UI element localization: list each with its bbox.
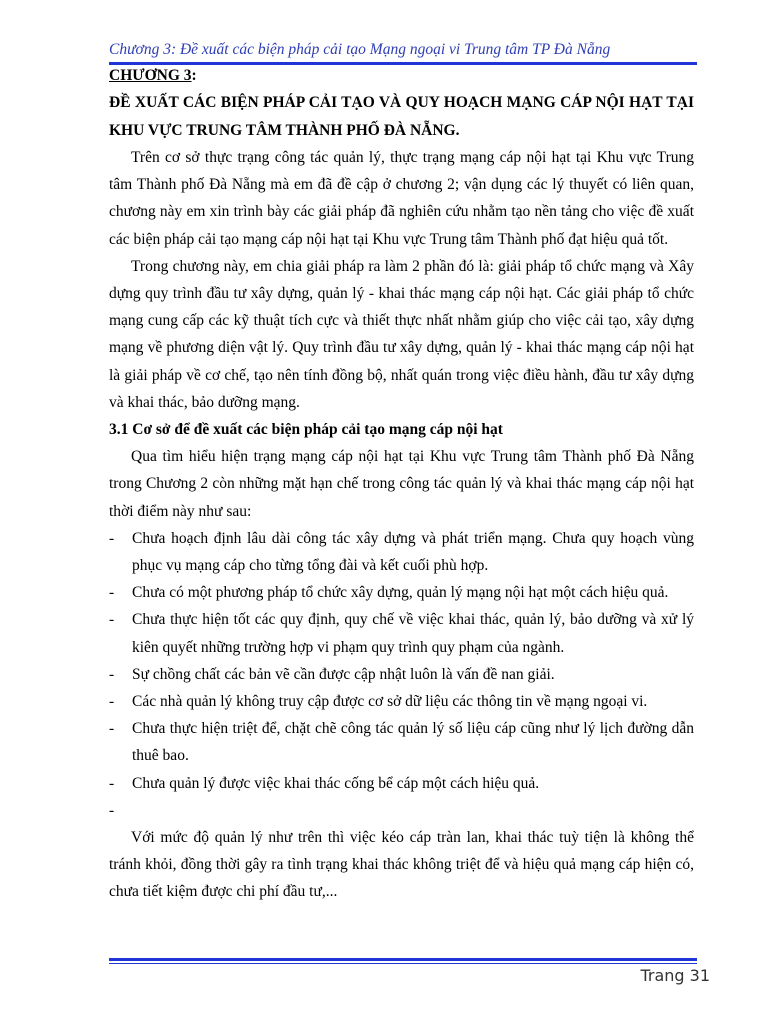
chapter-colon: : xyxy=(191,67,197,84)
chapter-label xyxy=(109,63,694,89)
page-number: Trang 31 xyxy=(640,966,710,985)
list-item-text: Chưa thực hiện tốt các quy định, quy chế về việc khai thác, quản lý, bảo dưỡng và xử lý kiên quyết những trường hợp vi phạm quy trình quy phạm của ngành. xyxy=(132,611,694,656)
dash-marker: - xyxy=(109,529,115,547)
list-item-text: Chưa có một phương pháp tổ chức xây dựng, quản lý mạng nội hạt một cách hiệu quả. xyxy=(132,584,669,602)
dash-marker: - xyxy=(109,611,115,629)
list-item-text: Chưa hoạch định lâu dài công tác xây dựng và phát triển mạng. Chưa quy hoạch vùng phục vụ mạng cáp cho từng tổng đài và kết cuối phù hợp. xyxy=(132,529,694,575)
list-item xyxy=(109,606,694,660)
list-item xyxy=(109,525,694,579)
section-intro: Qua tìm hiểu hiện trạng mạng cáp nội hạt tại Khu vực Trung tâm Thành phố Đà Nẵng trong Chương 2 còn những mặt hạn chế trong công tác quản lý và khai thác mạng cáp nội hạt thời điểm này như sau: xyxy=(109,448,694,520)
dash-marker: - xyxy=(109,720,115,738)
list-item-text: Chưa quản lý được việc khai thác cống bể cáp một cách hiệu quả. xyxy=(132,774,540,792)
dash-marker: - xyxy=(109,665,115,683)
paragraph: Trên cơ sở thực trạng công tác quản lý, thực trạng mạng cáp nội hạt tại Khu vực Trung tâm Thành phố Đà Nẵng mà em đã đề cập ở chương 2; vận dụng các lý thuyết có liên quan, chương này em xin trình bày các giải pháp đã nghiên cứu nhằm tạo nền tảng cho việc đề xuất các biện pháp cải tạo mạng cáp nội hạt tại Khu vực Trung tâm Thành phố đạt hiệu quả tốt. xyxy=(109,149,694,248)
list-item xyxy=(109,688,694,715)
list-item xyxy=(109,770,694,797)
limitations-list xyxy=(109,525,694,824)
list-item xyxy=(109,715,694,769)
dash-marker: - xyxy=(109,584,115,602)
list-item xyxy=(109,579,694,606)
section-heading: 3.1 Cơ sở để đề xuất các biện pháp cải tạo mạng cáp nội hạt xyxy=(109,421,503,439)
list-item-text: Các nhà quản lý không truy cập được cơ sở dữ liệu các thông tin về mạng ngoại vi. xyxy=(132,693,648,711)
dash-marker: - xyxy=(109,774,115,792)
list-item xyxy=(109,661,694,688)
footer-rule-thin xyxy=(109,963,697,964)
chapter-heading: ĐỀ XUẤT CÁC BIỆN PHÁP CẢI TẠO VÀ QUY HOẠCH MẠNG CÁP NỘI HẠT TẠI KHU VỰC TRUNG TÂM THÀNH PHỐ ĐÀ NẴNG. xyxy=(109,94,694,139)
list-item xyxy=(109,797,694,824)
running-header-title: Chương 3: Đề xuất các biện pháp cải tạo Mạng ngoại vi Trung tâm TP Đà Nẵng xyxy=(109,41,611,58)
paragraph: Trong chương này, em chia giải pháp ra làm 2 phần đó là: giải pháp tổ chức mạng và Xây dựng quy trình đầu tư xây dựng, quản lý - khai thác mạng cáp nội hạt. Các giải pháp tổ chức mạng cung cấp các kỹ thuật tích cực và thiết thực nhất nhằm giúp cho việc cải tạo, xây dựng mạng về phương diện vật lý. Quy trình đầu tư xây dựng, quản lý - khai thác mạng cáp nội hạt là giải pháp về cơ chế, tạo nên tính đồng bộ, nhất quán trong việc điều hành, đầu tư xây dựng và khai thác, bảo dưỡng mạng. xyxy=(109,257,694,411)
closing-paragraph: Với mức độ quản lý như trên thì việc kéo cáp tràn lan, khai thác tuỳ tiện là không thể tránh khỏi, đồng thời gây ra tình trạng khai thác không triệt để và hiệu quả mạng cáp hiện có, chưa tiết kiệm được chi phí đầu tư,... xyxy=(109,829,694,901)
list-item-text: Sự chồng chất các bản vẽ cần được cập nhật luôn là vấn đề nan giải. xyxy=(132,665,555,683)
list-item-text: Chưa thực hiện triệt để, chặt chẽ công tác quản lý số liệu cáp cũng như lý lịch đường dẫn thuê bao. xyxy=(132,720,694,765)
footer-rule-thick xyxy=(109,958,697,961)
page-content xyxy=(109,63,694,906)
chapter-number: CHƯƠNG 3 xyxy=(109,67,192,84)
dash-marker: - xyxy=(109,693,115,711)
dash-marker: - xyxy=(109,801,115,819)
